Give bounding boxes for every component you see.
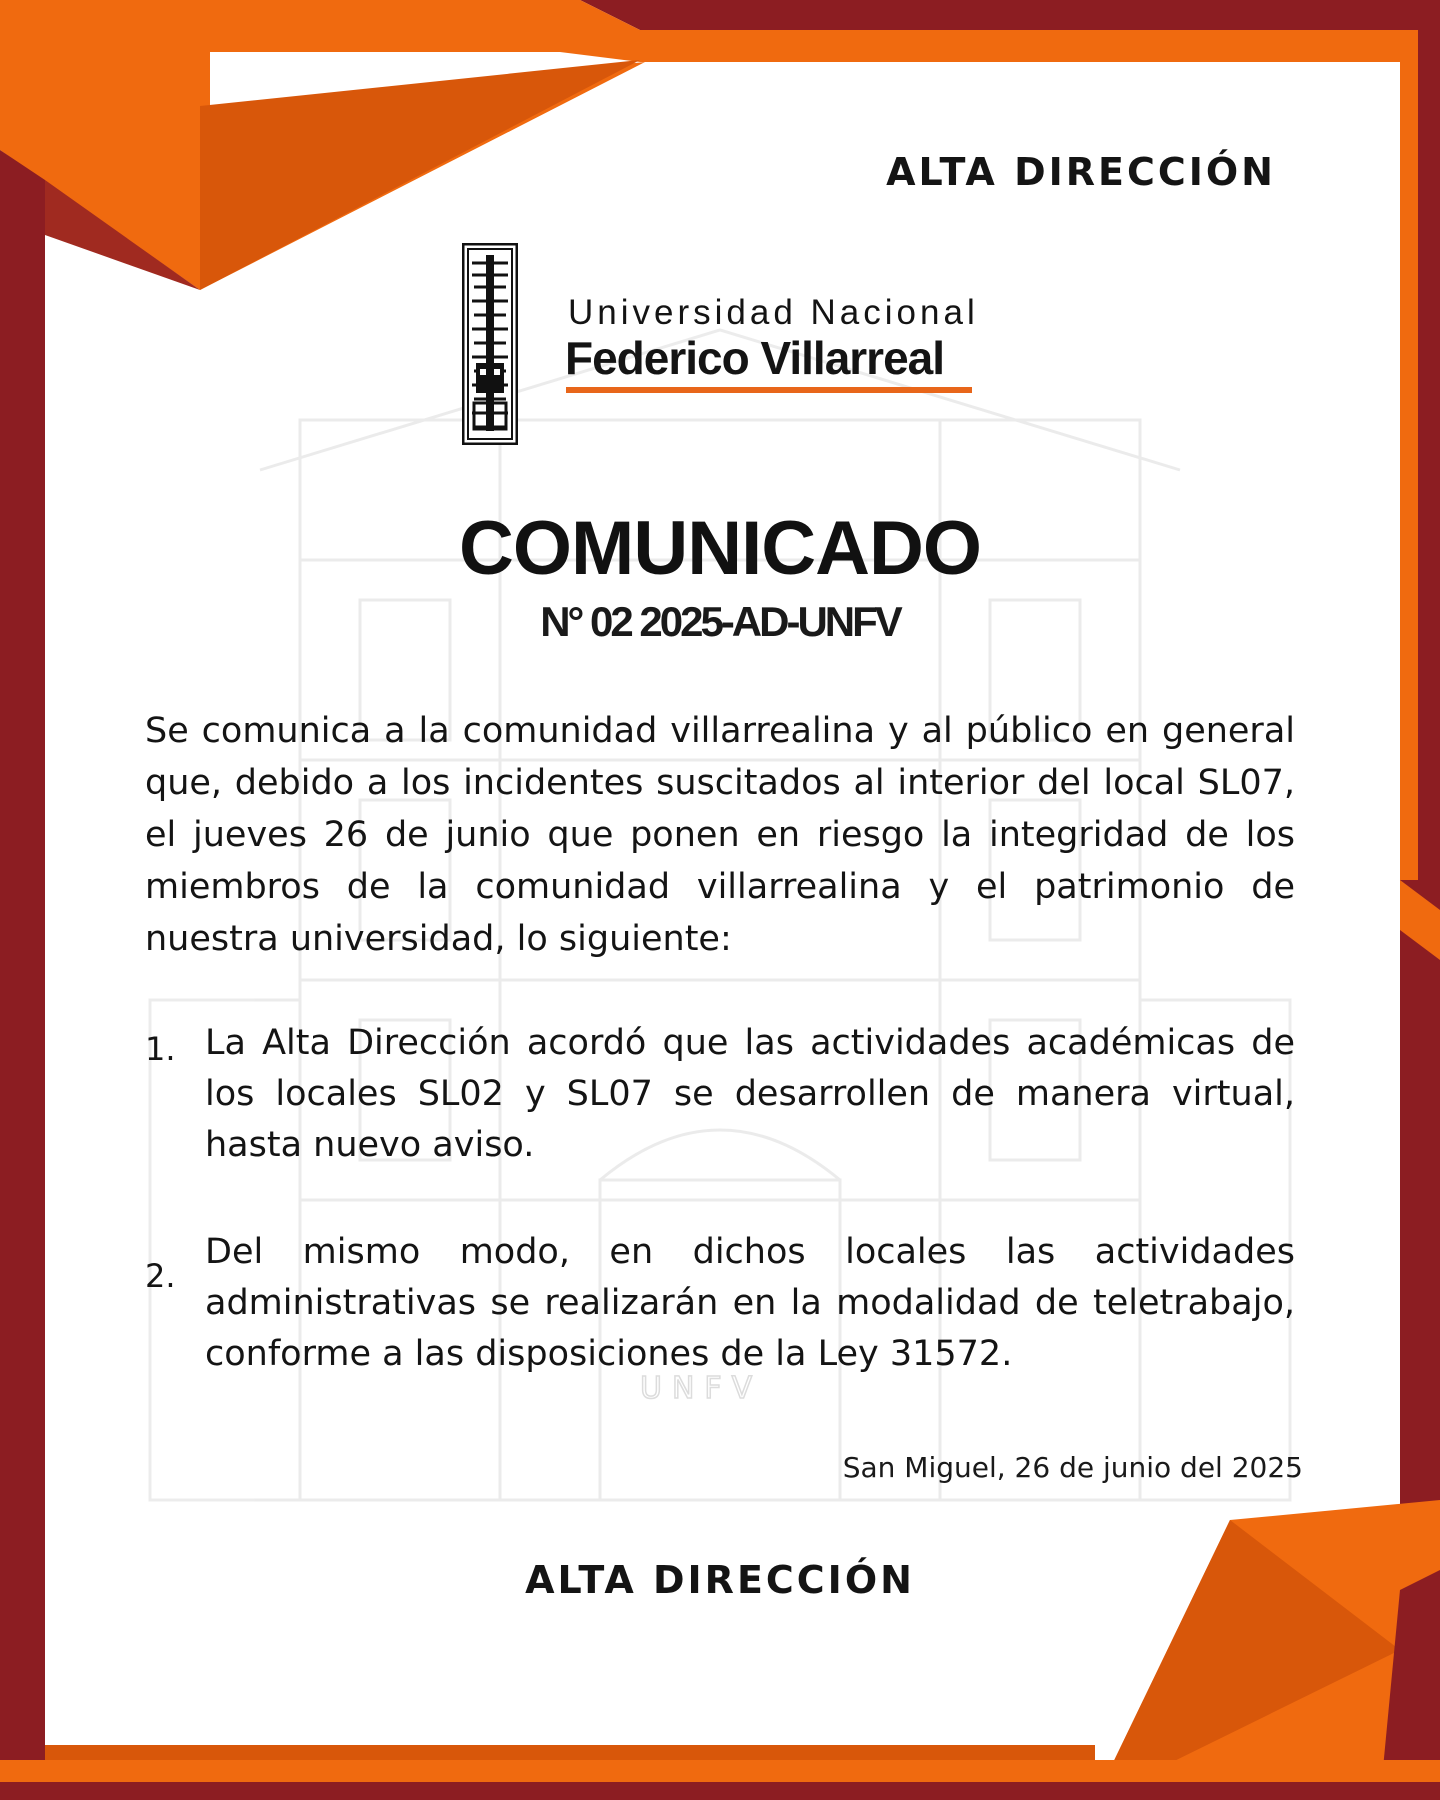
document-number: N° 02 2025-AD-UNFV (540, 598, 900, 645)
inca-emblem-icon (462, 243, 518, 445)
list-item-number: 1. (145, 1030, 176, 1068)
watermark-text: UNFV (640, 1371, 763, 1406)
logo-line-2: Federico Villarreal (565, 332, 945, 384)
logo-underline (566, 387, 972, 393)
header-unit: ALTA DIRECCIÓN (886, 150, 1276, 194)
signature: ALTA DIRECCIÓN (525, 1558, 915, 1602)
intro-paragraph: Se comunica a la comunidad villarrealina y al público en general que, debido a los incidentes suscitados al interior del local SL07, el jueves 26 de junio que ponen en riesgo la integridad de los miembros de la comunidad villarrealina y el patrimonio de nuestra universidad, lo siguiente: (145, 711, 1295, 959)
logo-line-1: Universidad Nacional (568, 293, 979, 332)
place-date: San Miguel, 26 de junio del 2025 (842, 1451, 1303, 1484)
list-item-text: Del mismo modo, en dichos locales las actividades administrativas se realizarán en la modalidad de teletrabajo, conforme a las disposiciones de la Ley 31572. (205, 1232, 1295, 1374)
list-item-number: 2. (145, 1257, 176, 1295)
document-title: COMUNICADO (459, 506, 981, 591)
university-logo (462, 243, 982, 445)
list-item-text: La Alta Dirección acordó que las actividades académicas de los locales SL02 y SL07 se desarrollen de manera virtual, hasta nuevo aviso. (205, 1023, 1295, 1165)
